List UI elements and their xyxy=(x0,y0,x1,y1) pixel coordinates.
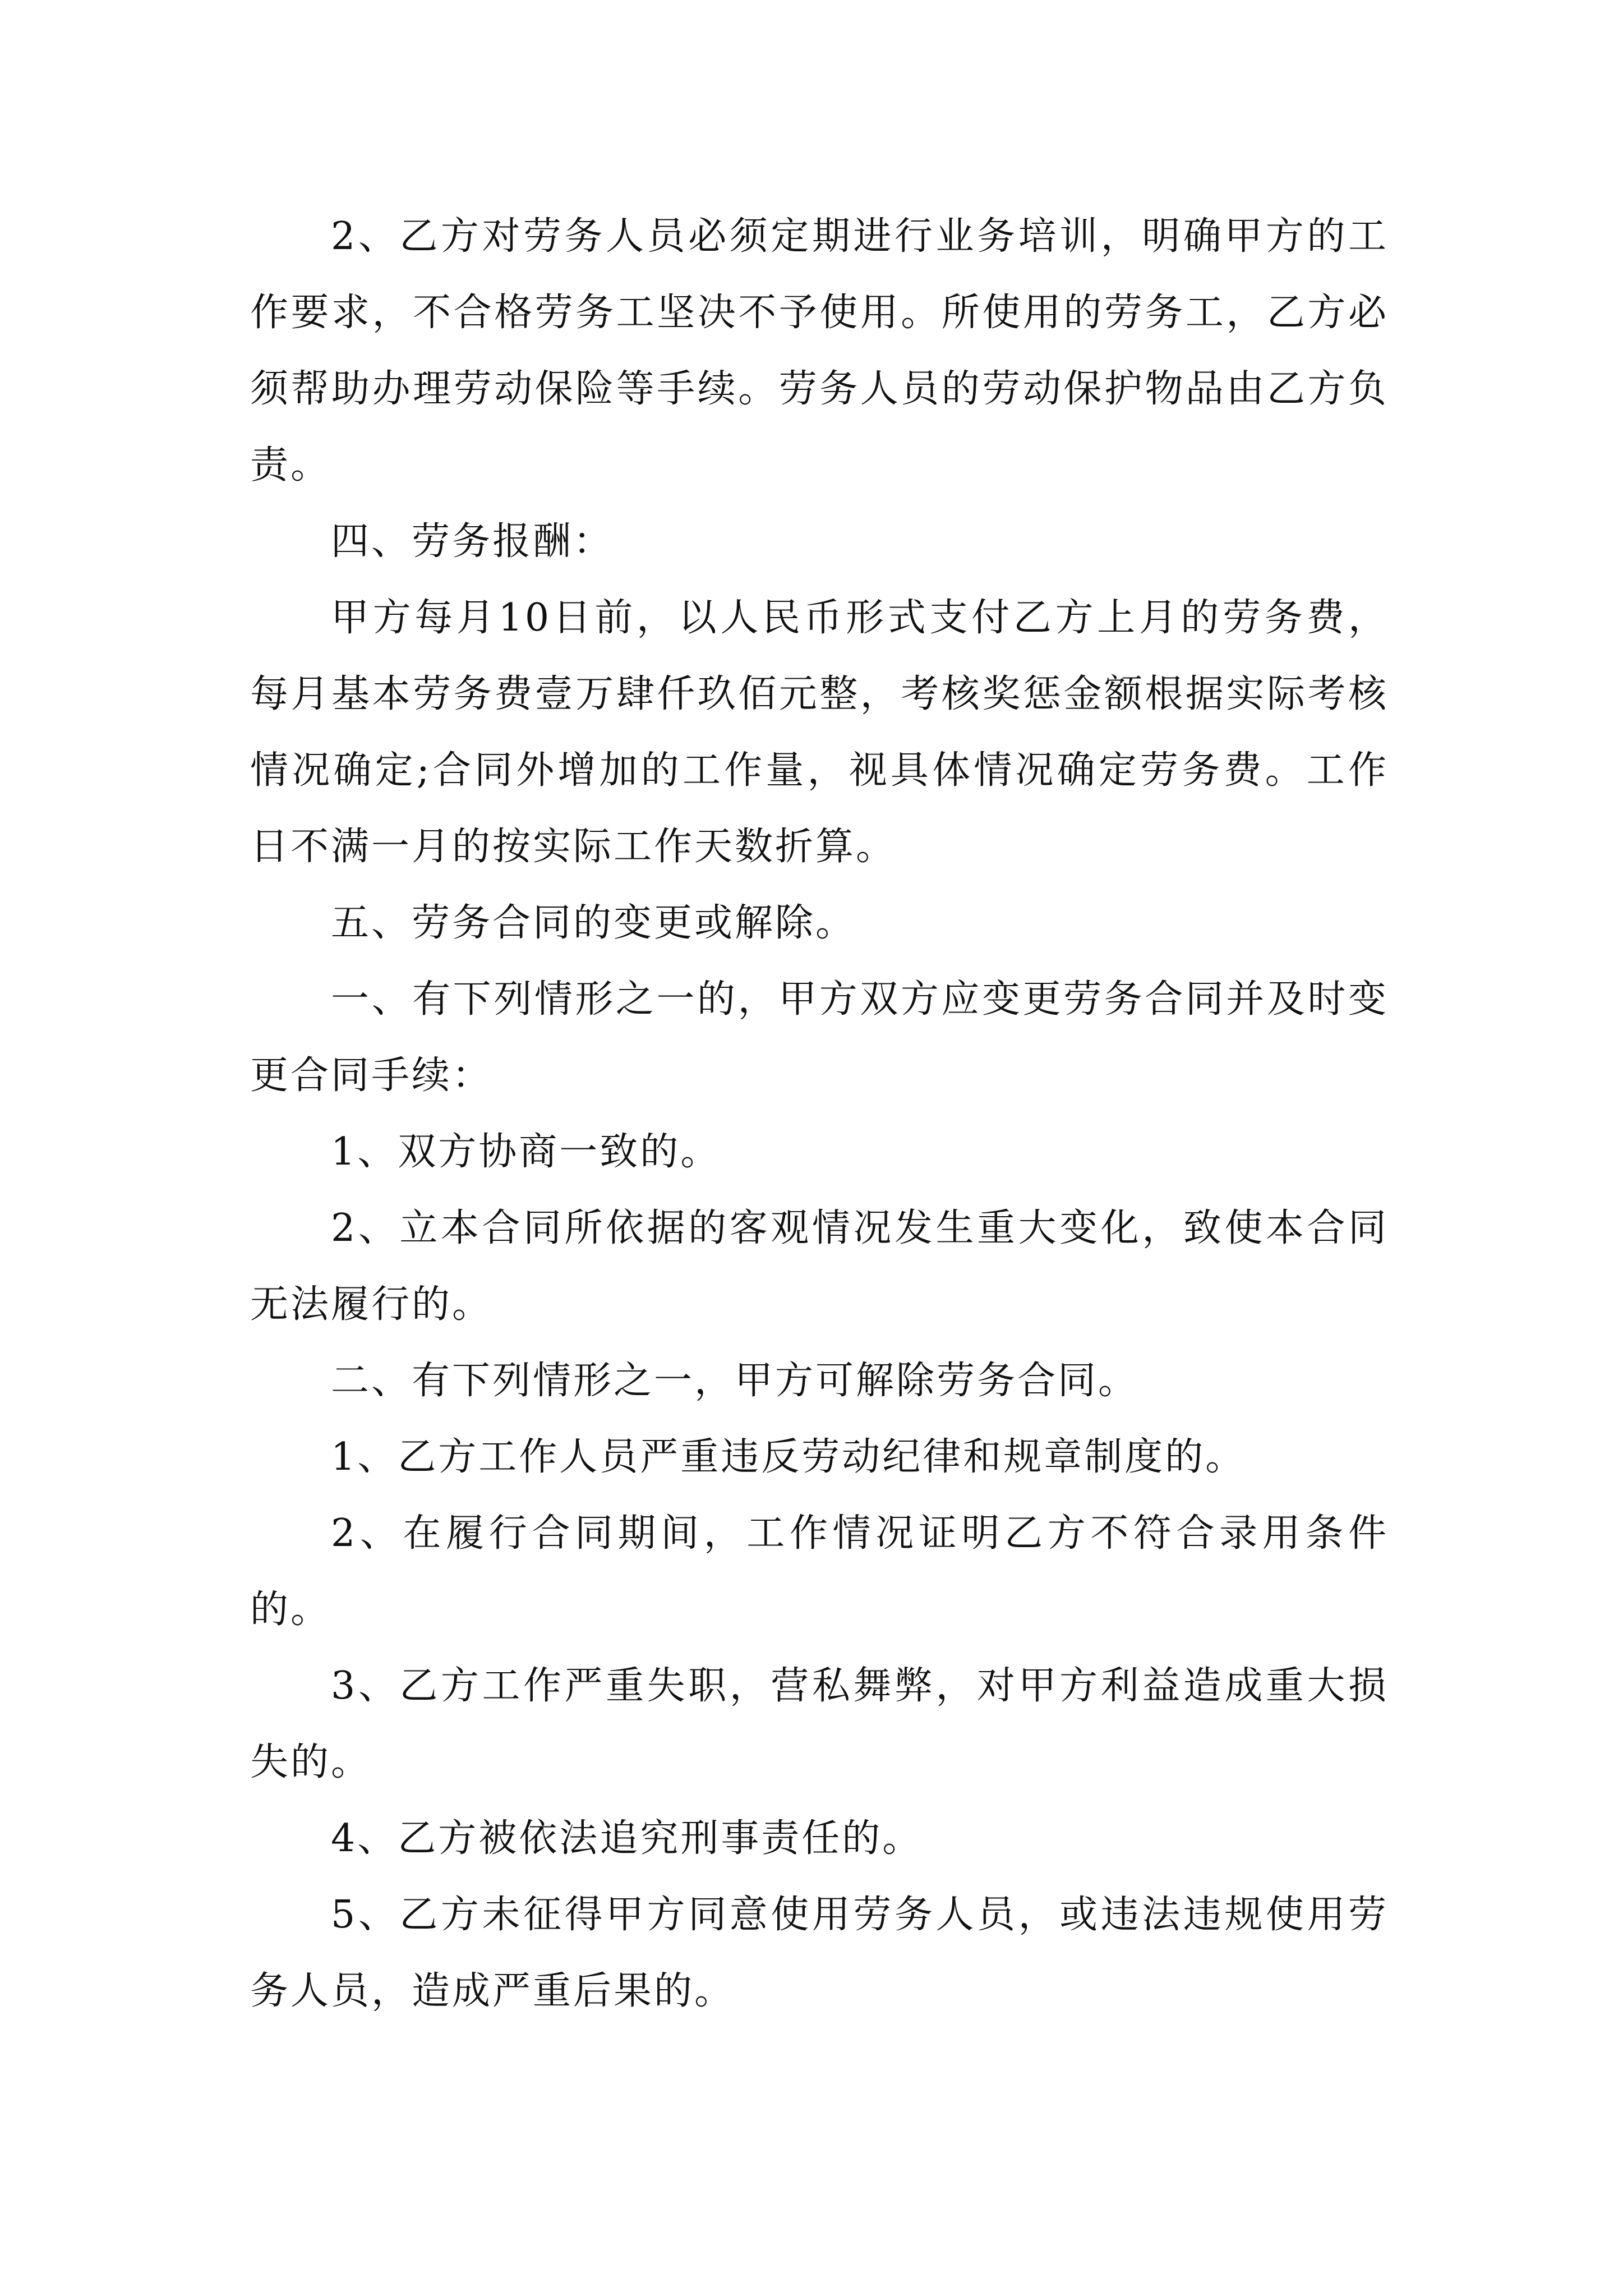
document-body xyxy=(250,199,1389,2030)
change-item-1: 1、双方协商一致的。 xyxy=(331,1130,721,1174)
termination-item-2: 2、在履行合同期间，工作情况证明乙方不符合录用条件的。 xyxy=(250,1511,1389,1632)
termination-conditions-heading: 二、有下列情形之一，甲方可解除劳务合同。 xyxy=(331,1359,1139,1403)
change-conditions-heading: 一、有下列情形之一的，甲方双方应变更劳务合同并及时变更合同手续： xyxy=(250,977,1389,1098)
clause-2-training: 2、乙方对劳务人员必须定期进行业务培训，明确甲方的工作要求，不合格劳务工坚决不予使用。所使用的劳务工，乙方必须帮助办理劳动保险等手续。劳务人员的劳动保护物品由乙方负责。 xyxy=(250,214,1389,487)
section-5-heading: 五、劳务合同的变更或解除。 xyxy=(331,901,856,945)
termination-item-5: 5、乙方未征得甲方同意使用劳务人员，或违法违规使用劳务人员，造成严重后果的。 xyxy=(250,1893,1389,2013)
payment-paragraph: 甲方每月10日前，以人民币形式支付乙方上月的劳务费，每月基本劳务费壹万肆仟玖佰元整，考核奖惩金额根据实际考核情况确定;合同外增加的工作量，视具体情况确定劳务费。工作日不满一月的按实际工作天数折算。 xyxy=(250,596,1389,869)
termination-item-4: 4、乙方被依法追究刑事责任的。 xyxy=(331,1816,923,1861)
termination-item-3: 3、乙方工作严重失职，营私舞弊，对甲方利益造成重大损失的。 xyxy=(250,1664,1389,1784)
section-4-heading: 四、劳务报酬： xyxy=(331,519,614,564)
termination-item-1: 1、乙方工作人员严重违反劳动纪律和规章制度的。 xyxy=(331,1435,1246,1479)
change-item-2: 2、立本合同所依据的客观情况发生重大变化，致使本合同无法履行的。 xyxy=(250,1206,1389,1327)
